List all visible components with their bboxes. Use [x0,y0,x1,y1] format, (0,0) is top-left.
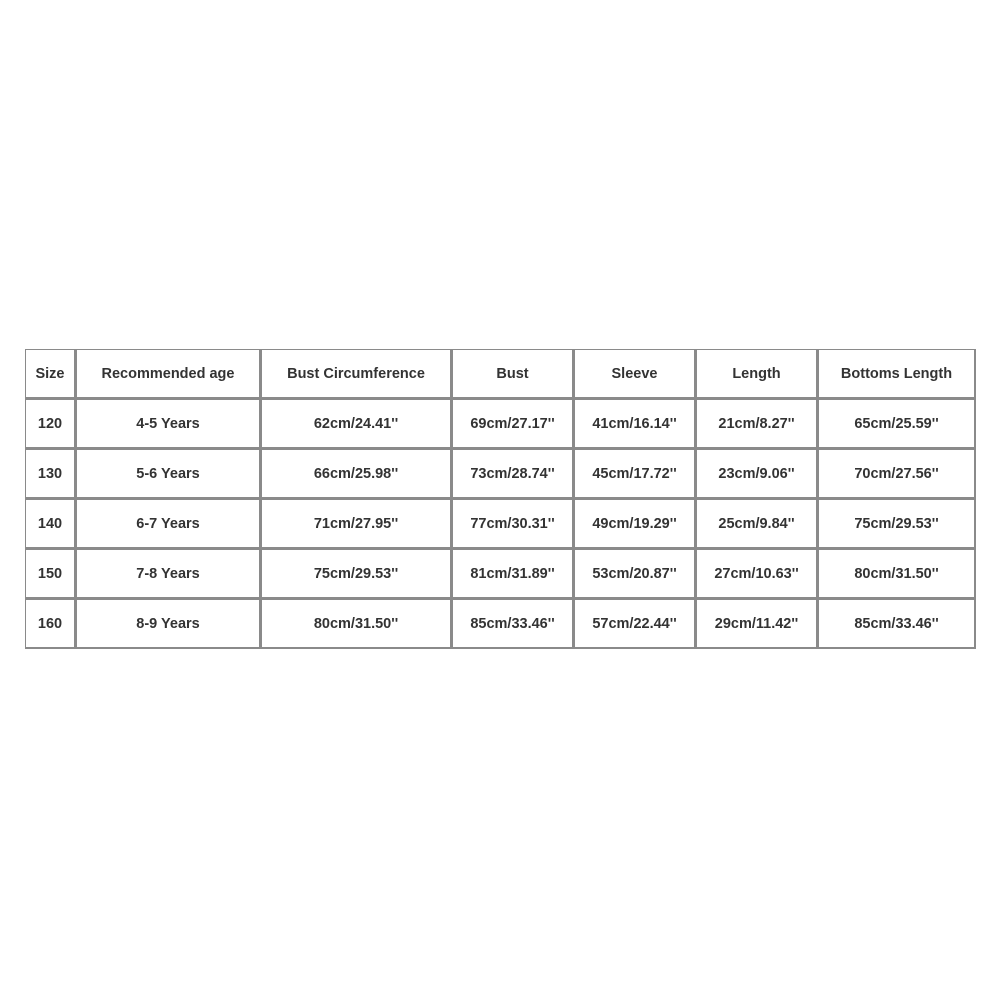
cell-size: 130 [26,450,77,500]
cell-sleeve: 41cm/16.14'' [575,400,697,450]
cell-length: 23cm/9.06'' [697,450,819,500]
cell-bottoms-length: 80cm/31.50'' [819,550,976,600]
cell-length: 27cm/10.63'' [697,550,819,600]
header-row [26,350,976,400]
cell-bottoms-length: 85cm/33.46'' [819,600,976,649]
cell-sleeve: 49cm/19.29'' [575,500,697,550]
table-row [26,450,976,500]
cell-size: 140 [26,500,77,550]
cell-size: 150 [26,550,77,600]
cell-bottoms-length: 75cm/29.53'' [819,500,976,550]
cell-recommended-age: 8-9 Years [77,600,262,649]
cell-sleeve: 53cm/20.87'' [575,550,697,600]
table-row [26,500,976,550]
header-size: Size [26,350,77,400]
cell-bust: 73cm/28.74'' [453,450,575,500]
cell-bust-circumference: 66cm/25.98'' [262,450,453,500]
cell-bottoms-length: 70cm/27.56'' [819,450,976,500]
cell-size: 160 [26,600,77,649]
cell-length: 25cm/9.84'' [697,500,819,550]
cell-length: 29cm/11.42'' [697,600,819,649]
header-recommended-age: Recommended age [77,350,262,400]
cell-size: 120 [26,400,77,450]
cell-bust: 69cm/27.17'' [453,400,575,450]
cell-bust-circumference: 62cm/24.41'' [262,400,453,450]
cell-recommended-age: 5-6 Years [77,450,262,500]
header-bottoms-length: Bottoms Length [819,350,976,400]
cell-bust: 81cm/31.89'' [453,550,575,600]
header-bust-circumference: Bust Circumference [262,350,453,400]
header-bust: Bust [453,350,575,400]
cell-bust-circumference: 80cm/31.50'' [262,600,453,649]
cell-bust: 77cm/30.31'' [453,500,575,550]
header-length: Length [697,350,819,400]
cell-recommended-age: 7-8 Years [77,550,262,600]
cell-length: 21cm/8.27'' [697,400,819,450]
cell-recommended-age: 4-5 Years [77,400,262,450]
cell-bust: 85cm/33.46'' [453,600,575,649]
cell-sleeve: 45cm/17.72'' [575,450,697,500]
cell-sleeve: 57cm/22.44'' [575,600,697,649]
cell-bottoms-length: 65cm/25.59'' [819,400,976,450]
cell-bust-circumference: 75cm/29.53'' [262,550,453,600]
size-chart-table [25,349,976,649]
cell-recommended-age: 6-7 Years [77,500,262,550]
cell-bust-circumference: 71cm/27.95'' [262,500,453,550]
table-row [26,400,976,450]
table-row [26,550,976,600]
table-row [26,600,976,649]
header-sleeve: Sleeve [575,350,697,400]
